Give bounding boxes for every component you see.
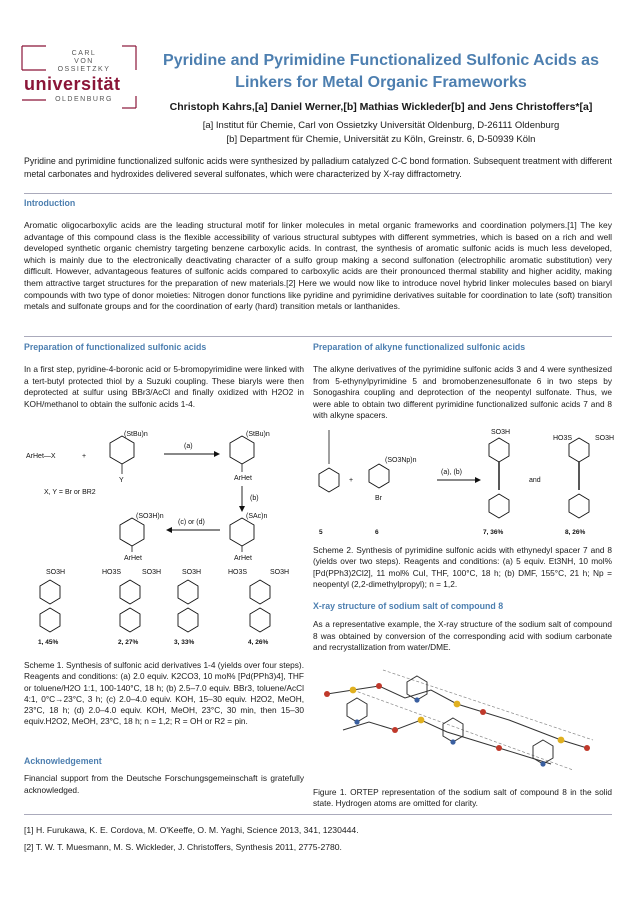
- intro-text: Aromatic oligocarboxylic acids are the leading structural motif for linker molecules in metal organic frameworks and coordination polymers.[1] The key advantage of this compound class is the flexible accessibility of various structural subtypes with different symmetries, which is based on a rich and well developed synthetic organic chemistry targeting benzene carboxylic acids. In contrast, the synthesis of aromatic sulfonic acids is much less developed, which is mainly due to the electronically deactivating character of a sulfo group making a second sulfonation (electrophilic aromatic substitution) very difficult. However, advantageous features of sulfonic acids compared to carboxylic acids are their pronounced thermal stability and higher acidity, making them attractive target structures for the preparation of new materials.[2] Here we would now like to introduce novel hybrid linker molecules based on biaryl compounds with two type of donor moieties: Nitrogen donor functions like pyridine and pyrimidine derivatives suitable for coordination to late (soft) transition metals and sulfonate groups and for the coordination of early (hard) transition metals or lanthanides.: [24, 220, 612, 312]
- compound-7: [489, 429, 510, 518]
- svg-text:SO3H: SO3H: [182, 569, 202, 576]
- arrow-a-label: (a): [184, 443, 193, 450]
- svg-text:SO3H: SO3H: [595, 435, 615, 442]
- figure-1-caption: Figure 1. ORTEP representation of the sodium salt of compound 8 in the solid state. Hydrogen atoms are omitted for clarity.: [313, 787, 612, 809]
- stbu-label: (StBu)n: [124, 431, 148, 438]
- benzene-ring: [230, 518, 254, 546]
- abstract: Pyridine and pyrimidine functionalized sulfonic acids were synthesized by palladium catalyzed C-C bond formation. Subsequent treatment with different metal carbonates and hydroxides delivered several sulfonates, which were characterized by X-ray diffractometry.: [24, 156, 612, 179]
- ack-text: Financial support from the Deutsche Forschungsgemeinschaft is gratefully acknowledged.: [24, 773, 304, 795]
- compound-7-label: 7, 36%: [483, 529, 504, 536]
- intro-heading: Introduction: [24, 198, 76, 208]
- arhet-label: ArHet: [234, 475, 252, 482]
- svg-text:SO3H: SO3H: [46, 569, 66, 576]
- ack-heading: Acknowledgement: [24, 756, 102, 766]
- svg-text:Br: Br: [375, 495, 382, 502]
- svg-text:HO3S: HO3S: [553, 435, 573, 442]
- scheme-2: [313, 424, 615, 538]
- poster-title: [140, 50, 622, 94]
- svg-text:SO3H: SO3H: [491, 429, 511, 436]
- svg-text:HO3S: HO3S: [102, 569, 122, 576]
- sac-label: (SAc)n: [246, 513, 268, 520]
- arrow-b-label: (b): [250, 495, 259, 502]
- logo-wordmark: universität: [24, 74, 121, 94]
- compound-8: [553, 435, 614, 518]
- compound-6-label: 6: [375, 529, 379, 536]
- title-line-2: Linkers for Metal Organic Frameworks: [235, 74, 527, 91]
- plus-sign: +: [349, 477, 354, 484]
- affiliation-b: [b] Department für Chemie, Universität zu Köln, Greinstr. 6, D-50939 Köln: [226, 134, 536, 145]
- right-text: The alkyne derivatives of the pyrimidine sulfonic acids 3 and 4 were synthesized from 5-ethynylpyrimidine 5 and bromobenzenesulfonate 6 in two steps by Sonogashira coupling and deprotection of the neopentyl sulfonate. Thus, we were able to obtain two different pyrimidine functionalized sulfonic acids 7 and 8 with alkyne spacers.: [313, 364, 612, 421]
- compound-4: [228, 569, 289, 632]
- compound-3: [178, 569, 201, 632]
- affiliation-a: [a] Institut für Chemie, Carl von Ossietzky Universität Oldenburg, D-26111 Oldenburg: [202, 120, 560, 131]
- arhet-label: ArHet: [234, 555, 252, 562]
- references: [24, 822, 612, 856]
- benzene-ring: [120, 518, 144, 546]
- ortep-figure: [313, 660, 612, 778]
- benzene-ring: [110, 436, 134, 464]
- logo-line-5: OLDENBURG: [55, 96, 113, 103]
- xray-heading: X-ray structure of sodium salt of compound 8: [313, 601, 504, 611]
- logo-line-1: CARL: [71, 50, 97, 57]
- xy-definition: X, Y = Br or BR2: [44, 489, 96, 496]
- divider: [24, 193, 612, 194]
- svg-text:SO3H: SO3H: [270, 569, 290, 576]
- scheme-1-caption: Scheme 1. Synthesis of sulfonic acid derivatives 1-4 (yields over four steps). Reagents and conditions: (a) 2.0 equiv. K2CO3, 10 mol% [Pd(PPh3)4], THF or toluene/H2O 1:1, 100-140°C, 18 h; (b) 2.5–7.0 equiv. BBr3, toluene/AcCl 4:1, 0°C→23°C, 3 h; (c) 2.0–4.0 equiv. KOH, 15–30 equiv. H2O2, MeOH, 23°C, 18 h; (d) 2.0–4.0 equiv. KOH, MeOH, 23°C, 30 min, then 15–30 equiv.H2O2, MeOH, 23°C, 18 h; n = 1,2; R = OH or R2 = pin.: [24, 660, 304, 727]
- university-logo: [20, 44, 138, 110]
- benzene-ring: [230, 436, 254, 464]
- arrow-cd-label: (c) or (d): [178, 519, 205, 526]
- y-label: Y: [119, 477, 124, 484]
- svg-text:SO3H: SO3H: [142, 569, 162, 576]
- svg-text:(SO3Np)n: (SO3Np)n: [385, 457, 417, 464]
- compound-1: [40, 569, 65, 632]
- compound-5: [319, 430, 339, 492]
- authors: Christoph Kahrs,[a] Daniel Werner,[b] Mathias Wickleder[b] and Jens Christoffers*[a]: [169, 101, 593, 113]
- arrow-ab-label: (a), (b): [441, 469, 462, 476]
- compound-5-label: 5: [319, 529, 323, 536]
- compound-2: [102, 569, 161, 632]
- compound-6: [369, 457, 417, 502]
- compound-8-label: 8, 26%: [565, 529, 586, 536]
- compound-1-label: 1, 45%: [38, 639, 59, 646]
- arhet-label: ArHet: [124, 555, 142, 562]
- left-heading: Preparation of functionalized sulfonic acids: [24, 342, 207, 352]
- arhet-x-label: ArHet—X: [26, 453, 56, 460]
- stbu-label: (StBu)n: [246, 431, 270, 438]
- compound-3-label: 3, 33%: [174, 639, 195, 646]
- reference-2: [2] T. W. T. Muesmann, M. S. Wickleder, J. Christoffers, Synthesis 2011, 2775-2780.: [24, 842, 342, 852]
- divider: [24, 814, 612, 815]
- scheme-1: [24, 424, 306, 646]
- left-text: In a first step, pyridine-4-boronic acid or 5-bromopyrimidine were linked with a tert-butyl protected thiol by a Suzuki coupling. These biaryls were then deprotected at sulfur using BBr3/AcCl and finally oxidized with H2O2 in KOH/methanol to obtain the sulfonic acids 1-4.: [24, 364, 304, 409]
- reference-1: [1] H. Furukawa, K. E. Cordova, M. O'Keeffe, O. M. Yaghi, Science 2013, 341, 1230444.: [24, 825, 359, 835]
- scheme-2-caption: Scheme 2. Synthesis of pyrimidine sulfonic acids with ethynedyl spacer 7 and 8 (yields over two steps). Reagents and conditions: (a) 5 equiv. Et3NH, 10 mol% [Pd(PPh3)2Cl2], 11 mol% CuI, THF, 100°C, 18 h; (b) DMF, 155°C, 21 h; Np = neopentyl (2,2-dimethylpropyl); n = 1,2.: [313, 545, 612, 589]
- compound-4-label: 4, 26%: [248, 639, 269, 646]
- so3h-label: (SO3H)n: [136, 513, 164, 520]
- logo-line-2: VON: [74, 58, 94, 65]
- and-label: and: [529, 477, 541, 484]
- divider: [24, 336, 612, 337]
- right-heading: Preparation of alkyne functionalized sulfonic acids: [313, 342, 526, 352]
- compound-2-label: 2, 27%: [118, 639, 139, 646]
- title-line-1: Pyridine and Pyrimidine Functionalized Sulfonic Acids as: [163, 52, 599, 69]
- plus-sign: +: [82, 453, 87, 460]
- svg-text:HO3S: HO3S: [228, 569, 248, 576]
- xray-text: As a representative example, the X-ray structure of the sodium salt of compound 8 was obtained by conversion of the corresponding acid with sodium carbonate and recrystallization from water/DME.: [313, 619, 612, 653]
- logo-line-3: OSSIETZKY: [57, 66, 111, 73]
